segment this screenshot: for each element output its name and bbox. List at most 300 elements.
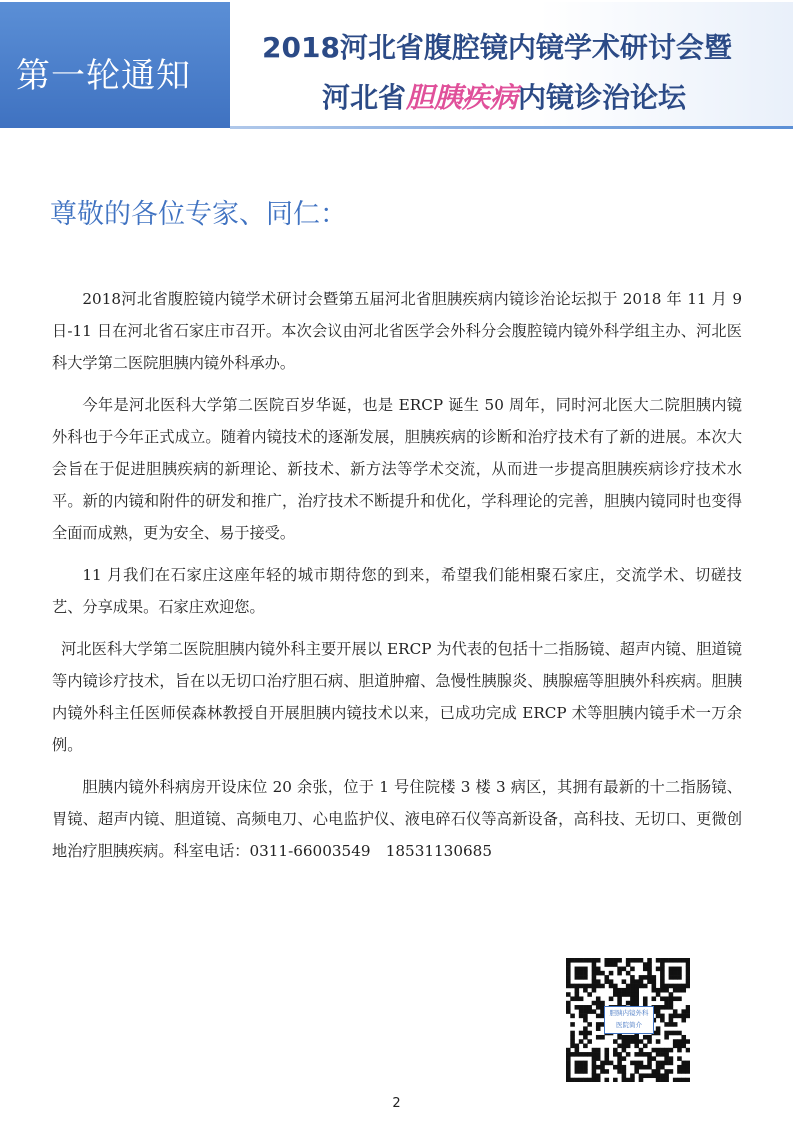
qr-module (660, 1078, 665, 1082)
qr-module (622, 1035, 627, 1040)
qr-module (570, 1022, 575, 1027)
qr-module (647, 1061, 652, 1066)
qr-module (639, 1039, 644, 1044)
qr-module (673, 958, 678, 963)
qr-module (604, 1052, 609, 1057)
qr-module (626, 958, 631, 963)
title-part2: 内镜诊治论坛 (518, 81, 687, 114)
qr-module (596, 1026, 601, 1031)
qr-module (592, 1052, 597, 1057)
qr-module (583, 1069, 588, 1074)
qr-module (669, 1048, 674, 1053)
qr-module (583, 988, 588, 993)
qr-module (660, 988, 665, 993)
qr-module (613, 962, 618, 967)
qr-module (583, 1044, 588, 1049)
qr-module (622, 1039, 627, 1044)
qr-module (647, 975, 652, 980)
qr-module (626, 1052, 631, 1057)
qr-module (630, 1001, 635, 1006)
header-divider (230, 126, 793, 129)
qr-module (660, 1073, 665, 1078)
qr-module (660, 1065, 665, 1070)
qr-module (596, 1022, 601, 1027)
qr-module (600, 1001, 605, 1006)
qr-module (669, 958, 674, 963)
qr-module (677, 988, 682, 993)
qr-module (579, 1009, 584, 1014)
qr-module (639, 1078, 644, 1082)
qr-module (575, 996, 580, 1001)
qr-module (669, 1005, 674, 1010)
qr-module (681, 1014, 686, 1019)
qr-module (681, 1069, 686, 1074)
qr-module (660, 971, 665, 976)
qr-module (626, 992, 631, 997)
qr-module (613, 1052, 618, 1057)
page-header (0, 0, 793, 130)
qr-module (592, 984, 597, 989)
qr-module (669, 1001, 674, 1006)
qr-module (566, 1052, 571, 1057)
qr-module (677, 1069, 682, 1074)
qr-module (592, 1048, 597, 1053)
qr-module (630, 1035, 635, 1040)
qr-module (664, 1061, 669, 1066)
qr-module (583, 1014, 588, 1019)
qr-module (596, 1048, 601, 1053)
qr-module (630, 958, 635, 963)
greeting-heading: 尊敬的各位专家、同仁： (50, 199, 347, 230)
qr-module (681, 1065, 686, 1070)
qr-module (566, 958, 571, 963)
qr-module (669, 1018, 674, 1023)
qr-module (579, 958, 584, 963)
qr-module (596, 1014, 601, 1019)
qr-module (681, 1018, 686, 1023)
qr-module (630, 1073, 635, 1078)
qr-module (575, 1044, 580, 1049)
qr-module (613, 1048, 618, 1053)
qr-module (583, 1035, 588, 1040)
qr-module (669, 1031, 674, 1036)
paragraph-invitation: 11 月我们在石家庄这座年轻的城市期待您的到来，希望我们能相聚石家庄，交流学术、切磋技艺、分享成果。石家庄欢迎您。 (52, 566, 742, 616)
qr-module (673, 1078, 678, 1082)
qr-module (656, 958, 661, 963)
qr-module (604, 1056, 609, 1061)
qr-module (613, 988, 618, 993)
qr-module (579, 1052, 584, 1057)
qr-module (609, 962, 614, 967)
qr-module (634, 1035, 639, 1040)
qr-module (630, 975, 635, 980)
qr-module (587, 1078, 592, 1082)
qr-module (617, 1052, 622, 1057)
qr-module (681, 1044, 686, 1049)
qr-module (643, 1073, 648, 1078)
qr-module (660, 1014, 665, 1019)
qr-module (664, 1056, 669, 1061)
qr-module (596, 1052, 601, 1057)
qr-module (634, 992, 639, 997)
qr-module (656, 1065, 661, 1070)
qr-module (664, 1001, 669, 1006)
qr-module (604, 1069, 609, 1074)
qr-module (673, 1009, 678, 1014)
qr-module (622, 1048, 627, 1053)
qr-module (575, 1005, 580, 1010)
qr-module (622, 992, 627, 997)
qr-module (583, 1018, 588, 1023)
qr-module (677, 958, 682, 963)
qr-module (686, 962, 690, 967)
qr-module (643, 1035, 648, 1040)
qr-module (579, 984, 584, 989)
qr-module (677, 1065, 682, 1070)
qr-module (617, 1061, 622, 1066)
qr-module (617, 1035, 622, 1040)
qr-module (592, 1065, 597, 1070)
qr-module (592, 967, 597, 972)
qr-module (634, 979, 639, 984)
qr-module (639, 1048, 644, 1053)
qr-module (596, 1005, 601, 1010)
qr-module (673, 1022, 678, 1027)
qr-module (575, 1078, 580, 1082)
qr-module (647, 962, 652, 967)
qr-module (639, 1065, 644, 1070)
qr-module (652, 1073, 657, 1078)
qr-module (647, 1052, 652, 1057)
qr-module (592, 958, 597, 963)
qr-module (673, 971, 678, 976)
qr-module (647, 1065, 652, 1070)
qr-module (626, 1001, 631, 1006)
qr-module (656, 1073, 661, 1078)
qr-module (617, 967, 622, 972)
qr-module (630, 1039, 635, 1044)
qr-module (669, 1014, 674, 1019)
qr-module (630, 979, 635, 984)
qr-module (686, 1014, 690, 1019)
qr-module (579, 1014, 584, 1019)
qr-module (613, 984, 618, 989)
qr-module (575, 1065, 580, 1070)
qr-module (652, 1069, 657, 1074)
qr-module (587, 958, 592, 963)
qr-module (596, 971, 601, 976)
qr-module (664, 1052, 669, 1057)
qr-module (681, 1009, 686, 1014)
qr-module (575, 1069, 580, 1074)
qr-module (656, 988, 661, 993)
qr-module (600, 984, 605, 989)
qr-label-line2: 医院简介 (616, 1021, 642, 1029)
qr-module (592, 971, 597, 976)
qr-module (596, 1073, 601, 1078)
qr-module (630, 1078, 635, 1082)
qr-module (673, 984, 678, 989)
qr-module (579, 1069, 584, 1074)
qr-module (604, 1048, 609, 1053)
qr-module (622, 967, 627, 972)
qr-module (575, 1061, 580, 1066)
qr-module (677, 971, 682, 976)
qr-module (643, 962, 648, 967)
qr-module (639, 1061, 644, 1066)
qr-module (664, 1022, 669, 1027)
qr-module (660, 1061, 665, 1066)
qr-module (639, 1052, 644, 1057)
qr-module (652, 984, 657, 989)
qr-module (617, 1056, 622, 1061)
qr-module (609, 1061, 614, 1066)
qr-module (583, 1031, 588, 1036)
qr-module (681, 1078, 686, 1082)
qr-module (686, 1065, 690, 1070)
qr-module (566, 1069, 571, 1074)
qr-module (579, 1039, 584, 1044)
qr-module (656, 1069, 661, 1074)
qr-module (626, 1044, 631, 1049)
qr-module (681, 984, 686, 989)
qr-module (613, 1065, 618, 1070)
qr-module (604, 962, 609, 967)
qr-module (630, 1061, 635, 1066)
qr-module (622, 1078, 627, 1082)
qr-module (570, 1039, 575, 1044)
qr-module (583, 958, 588, 963)
qr-module (613, 992, 618, 997)
qr-module (583, 967, 588, 972)
qr-module (566, 1056, 571, 1061)
qr-module (669, 984, 674, 989)
qr-module (656, 1014, 661, 1019)
qr-module (634, 1044, 639, 1049)
qr-module (609, 996, 614, 1001)
qr-module (656, 1031, 661, 1036)
qr-module (575, 971, 580, 976)
qr-module (652, 1056, 657, 1061)
qr-module (669, 967, 674, 972)
qr-module (583, 1005, 588, 1010)
conference-title-line1: 2018河北省腹腔镜内镜学术研讨会暨 (262, 31, 732, 64)
qr-module (570, 1044, 575, 1049)
qr-module (622, 1073, 627, 1078)
qr-module (600, 1035, 605, 1040)
paragraph-department: 河北医科大学第二医院胆胰内镜外科主要开展以 ERCP 为代表的包括十二指肠镜、超声内镜、胆道镜等内镜诊疗技术，旨在以无切口治疗胆石病、胆道肿瘤、急慢性胰腺炎、胰腺癌等胆胰外科疾病。胆胰内镜外科主任医师侯森林教授自开展胆胰内镜技术以来，已成功完成 ERCP 术等胆胰内镜手术一万余例。 (52, 640, 742, 754)
qr-module (686, 1048, 690, 1053)
qr-module (664, 988, 669, 993)
qr-module (579, 1005, 584, 1010)
qr-module (643, 975, 648, 980)
qr-module (664, 1031, 669, 1036)
qr-module (622, 988, 627, 993)
qr-module (566, 1061, 571, 1066)
qr-module (592, 1061, 597, 1066)
qr-module (592, 988, 597, 993)
qr-module (579, 1061, 584, 1066)
qr-module (643, 996, 648, 1001)
qr-module (656, 1052, 661, 1057)
qr-module (617, 958, 622, 963)
qr-module (579, 1031, 584, 1036)
qr-module (652, 1048, 657, 1053)
qr-module (583, 984, 588, 989)
qr-module (669, 996, 674, 1001)
conference-title-line2 (322, 76, 686, 116)
qr-module (660, 1048, 665, 1053)
qr-module (681, 958, 686, 963)
qr-module (570, 984, 575, 989)
qr-module (630, 992, 635, 997)
qr-module (664, 1069, 669, 1074)
qr-module (634, 1052, 639, 1057)
qr-module (604, 1078, 609, 1082)
qr-module (639, 1073, 644, 1078)
qr-module (647, 979, 652, 984)
qr-module (587, 1039, 592, 1044)
qr-module (596, 1065, 601, 1070)
qr-module (566, 975, 571, 980)
qr-module (681, 1061, 686, 1066)
qr-module (630, 984, 635, 989)
qr-module (583, 1026, 588, 1031)
qr-module (634, 1065, 639, 1070)
qr-module (664, 1005, 669, 1010)
qr-module (575, 958, 580, 963)
qr-module (583, 1009, 588, 1014)
qr-module (579, 1078, 584, 1082)
qr-module (579, 1065, 584, 1070)
qr-module (643, 984, 648, 989)
qr-module (677, 967, 682, 972)
qr-module (660, 967, 665, 972)
qr-module (617, 988, 622, 993)
qr-module (686, 1005, 690, 1010)
qr-module (630, 967, 635, 972)
qr-module (634, 988, 639, 993)
qr-module (656, 1048, 661, 1053)
qr-module (656, 1039, 661, 1044)
qr-module (622, 1056, 627, 1061)
qr-module (579, 967, 584, 972)
qr-module (592, 1001, 597, 1006)
qr-module (592, 962, 597, 967)
qr-module (617, 1065, 622, 1070)
qr-module (647, 1073, 652, 1078)
qr-module (660, 1005, 665, 1010)
qr-module (652, 996, 657, 1001)
qr-module (673, 967, 678, 972)
qr-module (686, 967, 690, 972)
qr-module (570, 1052, 575, 1057)
qr-module (566, 992, 571, 997)
qr-module (579, 996, 584, 1001)
qr-module (669, 971, 674, 976)
qr-module (587, 1005, 592, 1010)
qr-module (596, 1056, 601, 1061)
qr-module (656, 967, 661, 972)
qr-code (566, 958, 690, 1082)
qr-module (643, 1001, 648, 1006)
qr-module (617, 992, 622, 997)
qr-module (656, 992, 661, 997)
qr-module (566, 971, 571, 976)
qr-module (596, 984, 601, 989)
qr-module (677, 1078, 682, 1082)
qr-module (673, 1044, 678, 1049)
qr-module (681, 1039, 686, 1044)
qr-module (673, 1031, 678, 1036)
qr-module (652, 988, 657, 993)
qr-module (673, 996, 678, 1001)
qr-module (634, 996, 639, 1001)
notice-banner (0, 2, 230, 128)
qr-module (660, 979, 665, 984)
qr-module (566, 979, 571, 984)
qr-module (686, 958, 690, 963)
qr-module (639, 984, 644, 989)
qr-module (664, 984, 669, 989)
paragraph-intro: 2018河北省腹腔镜内镜学术研讨会暨第五届河北省胆胰疾病内镜诊治论坛拟于 2018 年 11 月 9 日-11 日在河北省石家庄市召开。本次会议由河北省医学会外科分会腹腔镜内镜外科学组主办、河北医科大学第二医院胆胰内镜外科承办。 (52, 290, 742, 372)
qr-module (660, 996, 665, 1001)
qr-module (656, 1026, 661, 1031)
qr-module (592, 1073, 597, 1078)
qr-module (626, 1035, 631, 1040)
qr-module (656, 1061, 661, 1066)
qr-module (643, 967, 648, 972)
qr-module (622, 1044, 627, 1049)
qr-module (647, 1056, 652, 1061)
qr-module (587, 992, 592, 997)
qr-module (626, 1039, 631, 1044)
qr-module (656, 1005, 661, 1010)
qr-module (677, 1031, 682, 1036)
qr-module (686, 979, 690, 984)
qr-module (583, 1065, 588, 1070)
qr-module (669, 1022, 674, 1027)
qr-module (652, 979, 657, 984)
qr-module (596, 1001, 601, 1006)
qr-module (596, 1078, 601, 1082)
qr-module (566, 1048, 571, 1053)
qr-module (579, 971, 584, 976)
paragraph-ward: 胆胰内镜外科病房开设床位 20 余张，位于 1 号住院楼 3 楼 3 病区，其拥有最新的十二指肠镜、胃镜、超声内镜、胆道镜、高频电刀、心电监护仪、液电碎石仪等高新设备，高科技、无切口、更微创地治疗胆胰疾病。科室电话：0311-66003549 18531130685 (52, 778, 742, 860)
qr-module (677, 975, 682, 980)
qr-module (592, 1078, 597, 1082)
qr-module (600, 1069, 605, 1074)
qr-module (566, 984, 571, 989)
qr-module (575, 988, 580, 993)
qr-module (673, 1014, 678, 1019)
qr-module (566, 1009, 571, 1014)
qr-module (626, 1078, 631, 1082)
qr-module (647, 971, 652, 976)
qr-module (673, 1039, 678, 1044)
qr-module (643, 1065, 648, 1070)
qr-module (660, 984, 665, 989)
qr-module (634, 1061, 639, 1066)
qr-module (686, 1009, 690, 1014)
qr-module (596, 958, 601, 963)
qr-module (596, 979, 601, 984)
title-part1: 河北省 (322, 81, 407, 114)
qr-module (575, 967, 580, 972)
qr-module (634, 1069, 639, 1074)
qr-module (669, 1069, 674, 1074)
qr-module (664, 1073, 669, 1078)
